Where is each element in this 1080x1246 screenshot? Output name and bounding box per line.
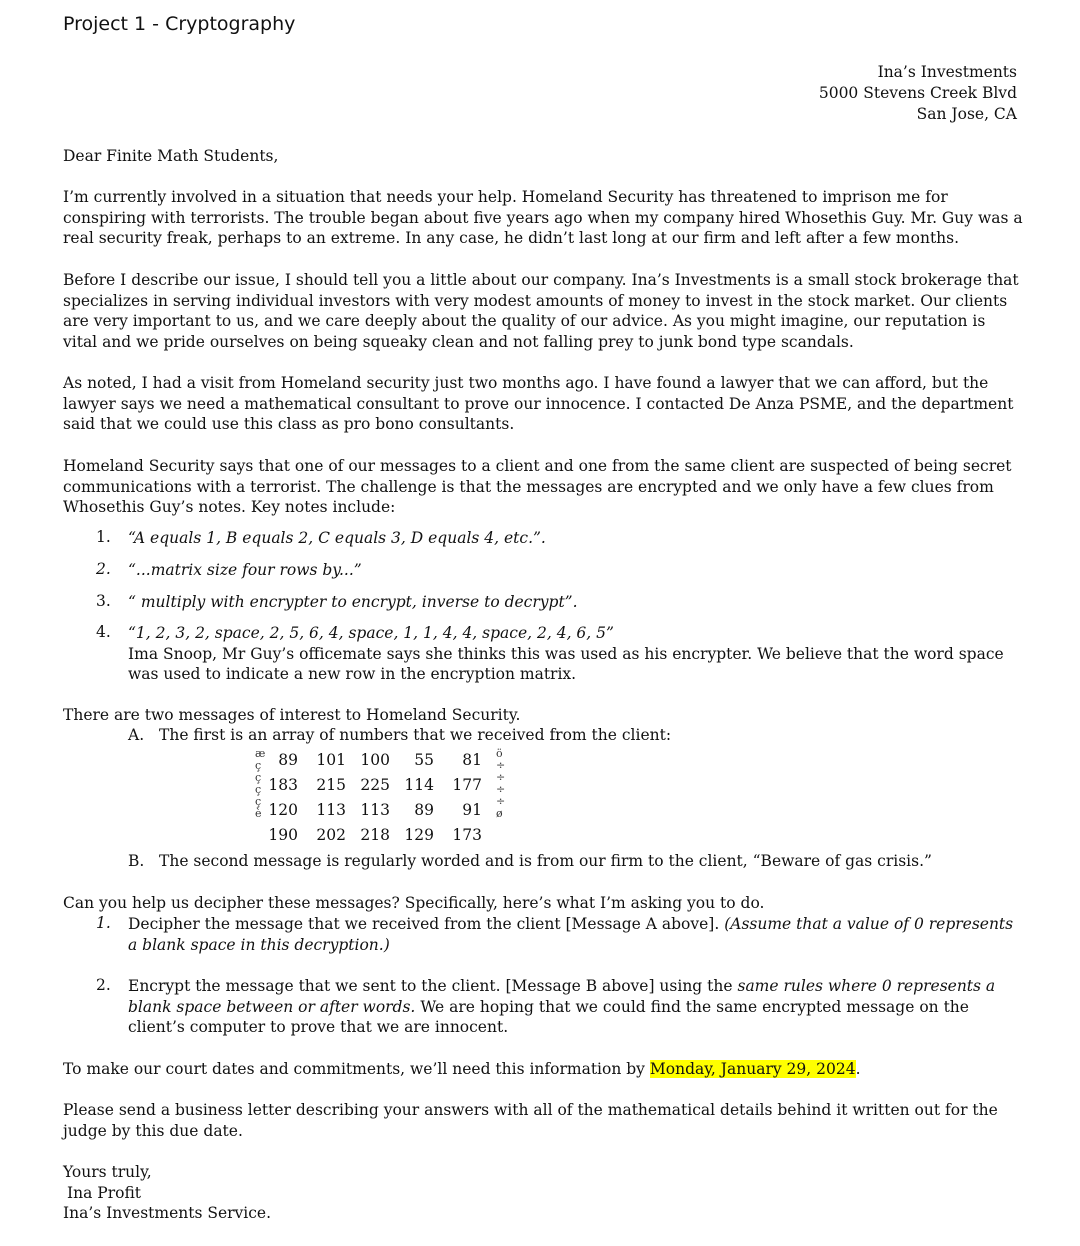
matrix-left-bracket: æ ç ç ç ç è (255, 747, 266, 820)
sender-address (819, 62, 1017, 125)
matrix-cell: 190 (268, 826, 298, 844)
matrix-cell: 114 (404, 776, 434, 794)
matrix-cell: 100 (360, 751, 390, 769)
address-street: 5000 Stevens Creek Blvd (818, 84, 1017, 102)
note-number: 2. (96, 560, 111, 578)
request-number: 1. (96, 914, 111, 932)
matrix-cell: 225 (360, 776, 390, 794)
paragraph-4: Homeland Security says that one of our messages to a client and one from the same client are suspected of being secret communications with a terrorist. The challenge is that the messages are encrypted and we only have a few clues from Whosethis Guy’s notes. Key notes include: (63, 457, 1012, 516)
deadline-paragraph (63, 1059, 1023, 1080)
closing-line: Yours truly, (63, 1163, 152, 1181)
signature-block (63, 1162, 271, 1224)
note-detail: Ima Snoop, Mr Guy’s officemate says she thinks this was used as his encrypter. We believe that the word space was used to indicate a new row in the encryption matrix. (128, 644, 1004, 683)
address-name: Ina’s Investments (877, 63, 1017, 81)
request-number: 2. (96, 976, 111, 994)
matrix-right-bracket: ö ÷ ÷ ÷ ÷ ø (496, 747, 506, 820)
message-a-label: A. (128, 726, 145, 744)
matrix-cell: 183 (268, 776, 298, 794)
matrix-cell: 113 (316, 801, 346, 819)
matrix-cell: 89 (414, 801, 434, 819)
note-item: “...matrix size four rows by...” (128, 561, 362, 579)
requests-intro: Can you help us decipher these messages? Specifically, here’s what I’m asking you to do. (63, 894, 765, 912)
note-item: “A equals 1, B equals 2, C equals 3, D equals 4, etc.”. (128, 529, 546, 547)
request-note: (Assume that a value of 0 represents a blank space in this decryption.) (128, 915, 1014, 954)
request-note: same rules where 0 represents a blank space between or after words. (128, 977, 996, 1016)
deadline-end: . (855, 1060, 861, 1078)
messages-intro: There are two messages of interest to Homeland Security. (63, 706, 521, 724)
salutation: Dear Finite Math Students, (63, 147, 279, 165)
matrix-cell: 81 (462, 751, 482, 769)
closing-paragraph: Please send a business letter describing your answers with all of the mathematical details behind it written out for the judge by this due date. (63, 1101, 998, 1140)
deadline-date: Monday, January 29, 2024 (649, 1060, 856, 1078)
paragraph-2: Before I describe our issue, I should tell you a little about our company. Ina’s Investments is a small stock brokerage that specializes in serving individual investors with very modest amounts of money to invest in the stock market. Our clients are very important to us, and we care deeply about the quality of our advice. As you might imagine, our reputation is vital and we pride ourselves on being squeaky clean and not falling prey to junk bond type scandals. (63, 271, 1019, 351)
note-number: 4. (96, 623, 111, 641)
request-text: Decipher the message that we received from the client [Message A above]. (128, 915, 720, 933)
note-number: 3. (96, 592, 111, 610)
signer-company: Ina’s Investments Service. (63, 1204, 272, 1222)
paragraph-3: As noted, I had a visit from Homeland security just two months ago. I have found a lawyer that we can afford, but the lawyer says we need a mathematical consultant to prove our innocence. I contacted De Anza PSME, and the department said that we could use this class as pro bono consultants. (63, 374, 1014, 433)
matrix-cell: 120 (268, 801, 298, 819)
matrix-cell: 202 (316, 826, 346, 844)
matrix-cell: 218 (360, 826, 390, 844)
matrix-cell: 89 (278, 751, 298, 769)
message-b-label: B. (128, 852, 145, 870)
request-item (128, 976, 1018, 1038)
matrix-cell: 129 (404, 826, 434, 844)
matrix-cell: 173 (452, 826, 482, 844)
matrix-cell: 91 (462, 801, 482, 819)
message-b-text: The second message is regularly worded and is from our firm to the client, “Beware of gas crisis.” (159, 852, 932, 870)
note-number: 1. (96, 528, 111, 546)
request-text: Encrypt the message that we sent to the client. [Message B above] using the (128, 977, 733, 995)
matrix-cell: 101 (316, 751, 346, 769)
encrypter-values: “1, 2, 3, 2, space, 2, 5, 6, 4, space, 1, 1, 4, 4, space, 2, 4, 6, 5” (128, 624, 614, 642)
deadline-text: To make our court dates and commitments, we’ll need this information by (63, 1060, 645, 1078)
matrix-cell: 177 (452, 776, 482, 794)
note-item (128, 623, 1018, 685)
address-city: San Jose, CA (916, 105, 1017, 123)
request-item (128, 914, 1018, 955)
matrix-cell: 215 (316, 776, 346, 794)
message-a-text: The first is an array of numbers that we received from the client: (159, 726, 672, 744)
matrix-cell: 113 (360, 801, 390, 819)
note-item: “ multiply with encrypter to encrypt, inverse to decrypt”. (128, 593, 578, 611)
paragraph-1: I’m currently involved in a situation that needs your help. Homeland Security has threatened to imprison me for conspiring with terrorists. The trouble began about five years ago when my company hired Whosethis Guy. Mr. Guy was a real security freak, perhaps to an extreme. In any case, he didn’t last long at our firm and left after a few months. (63, 188, 1023, 247)
signer-name: Ina Profit (67, 1183, 142, 1202)
page-title: Project 1 - Cryptography (63, 13, 296, 35)
request-text-continued: We are hoping that we could find the same encrypted message on the client’s computer to prove that we are innocent. (128, 997, 969, 1036)
matrix-cell: 55 (414, 751, 434, 769)
